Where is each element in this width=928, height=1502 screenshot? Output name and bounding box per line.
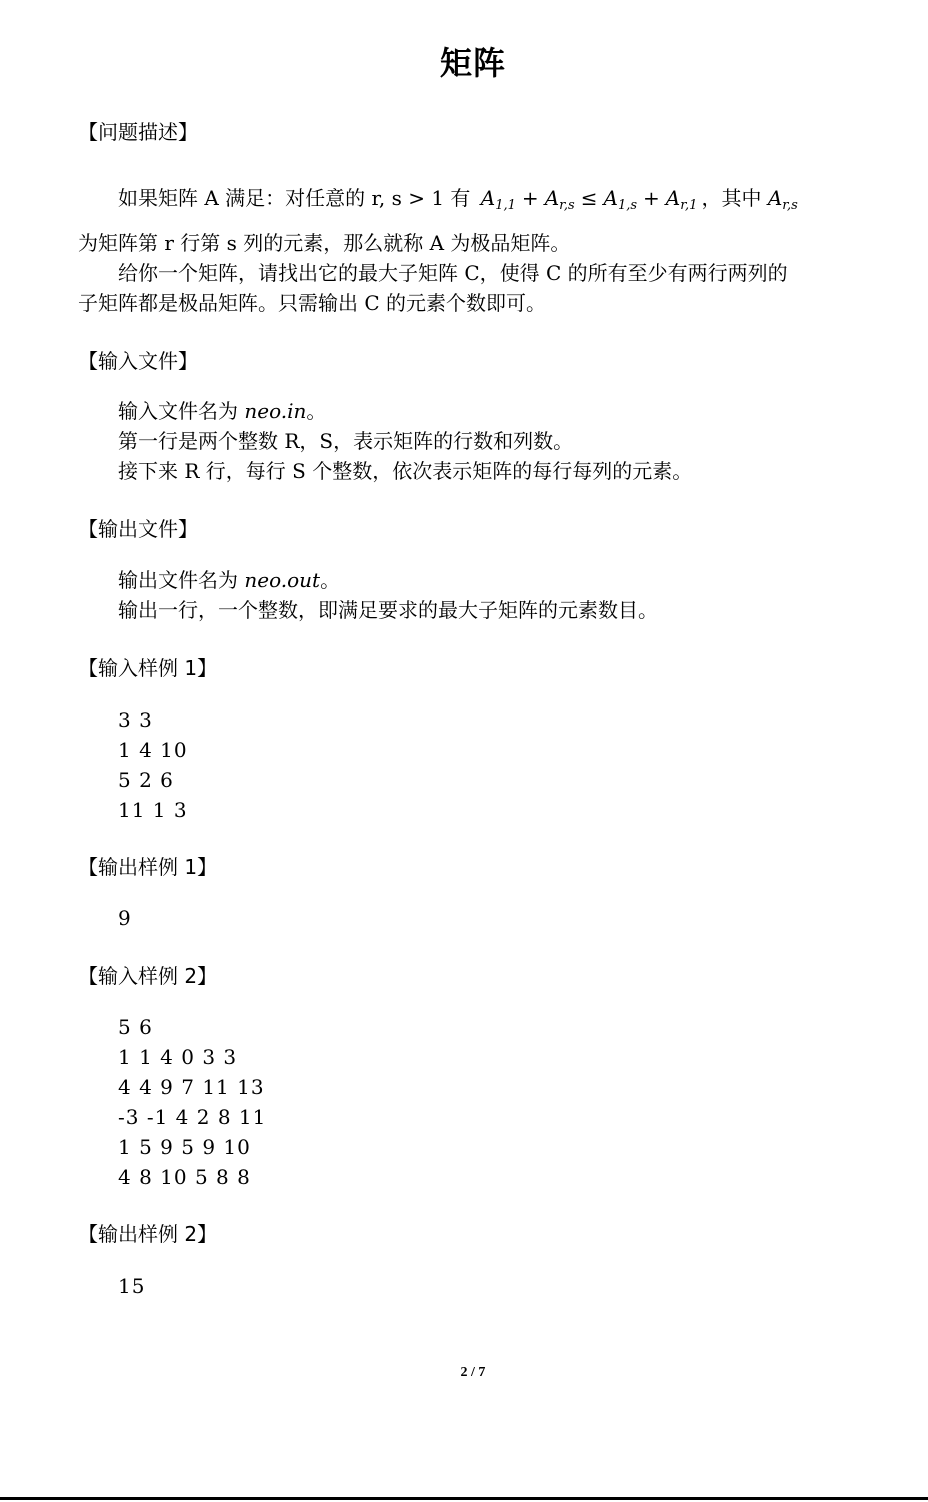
sample-output-2-line: 15: [118, 1274, 146, 1298]
element-symbol: $A_{r,s}$: [767, 186, 798, 213]
sample-input-1-line: 3 3: [118, 708, 153, 732]
sample-input-2-line: 1 1 4 0 3 3: [118, 1045, 238, 1069]
sample-input-2-line: 5 6: [118, 1015, 153, 1039]
sample-input-2-line: 1 5 9 5 9 10: [118, 1135, 251, 1159]
sample-input-1-heading: 【输入样例 1】: [78, 656, 218, 680]
sample-output-1-line: 9: [118, 906, 132, 930]
page-title: 矩阵: [439, 44, 506, 82]
sample-input-2-line: 4 4 9 7 11 13: [118, 1075, 265, 1099]
condition-formula: $A_{1,1} + A_{r,s} \le A_{1,s} + A_{r,1}$: [480, 186, 698, 213]
input-filename: neo.in: [244, 399, 307, 423]
output-file-line-1: [118, 565, 340, 595]
problem-line-2: 为矩阵第 r 行第 s 列的元素，那么就称 A 为极品矩阵。: [78, 231, 571, 255]
sample-input-1-line: 11 1 3: [118, 798, 188, 822]
sample-input-2-line: 4 8 10 5 8 8: [118, 1165, 251, 1189]
input-file-line-1-text: 输入文件名为: [118, 399, 245, 423]
problem-heading: 【问题描述】: [78, 120, 198, 144]
input-file-line-1: [118, 396, 326, 426]
output-file-line-1-text: 输出文件名为: [118, 568, 245, 592]
sample-output-1-heading: 【输出样例 1】: [78, 855, 218, 879]
problem-line-4: 子矩阵都是极品矩阵。只需输出 C 的元素个数即可。: [78, 291, 547, 315]
page-number: 2 / 7: [460, 1365, 486, 1380]
input-file-line-2: 第一行是两个整数 R，S，表示矩阵的行数和列数。: [118, 429, 574, 453]
input-file-line-3: 接下来 R 行，每行 S 个整数，依次表示矩阵的每行每列的元素。: [118, 459, 693, 483]
problem-line-3: 给你一个矩阵，请找出它的最大子矩阵 C，使得 C 的所有至少有两行两列的: [118, 261, 788, 285]
sample-input-1-line: 5 2 6: [118, 768, 174, 792]
input-file-line-1-suffix: 。: [306, 399, 327, 423]
problem-line-1: [118, 183, 798, 221]
output-file-line-2: 输出一行，一个整数，即满足要求的最大子矩阵的元素数目。: [118, 598, 658, 622]
sample-input-1-line: 1 4 10: [118, 738, 188, 762]
sample-input-2-heading: 【输入样例 2】: [78, 964, 218, 988]
output-filename: neo.out: [244, 568, 321, 592]
input-file-heading: 【输入文件】: [78, 349, 198, 373]
page-bottom-divider: [0, 1497, 928, 1500]
problem-line-1-suffix: ，其中: [701, 186, 762, 210]
output-file-heading: 【输出文件】: [78, 517, 198, 541]
sample-input-2-line: -3 -1 4 2 8 11: [118, 1105, 267, 1129]
output-file-line-1-suffix: 。: [320, 568, 341, 592]
problem-line-1-text: 如果矩阵 A 满足：对任意的 r, s > 1 有: [118, 186, 471, 210]
sample-output-2-heading: 【输出样例 2】: [78, 1222, 218, 1246]
